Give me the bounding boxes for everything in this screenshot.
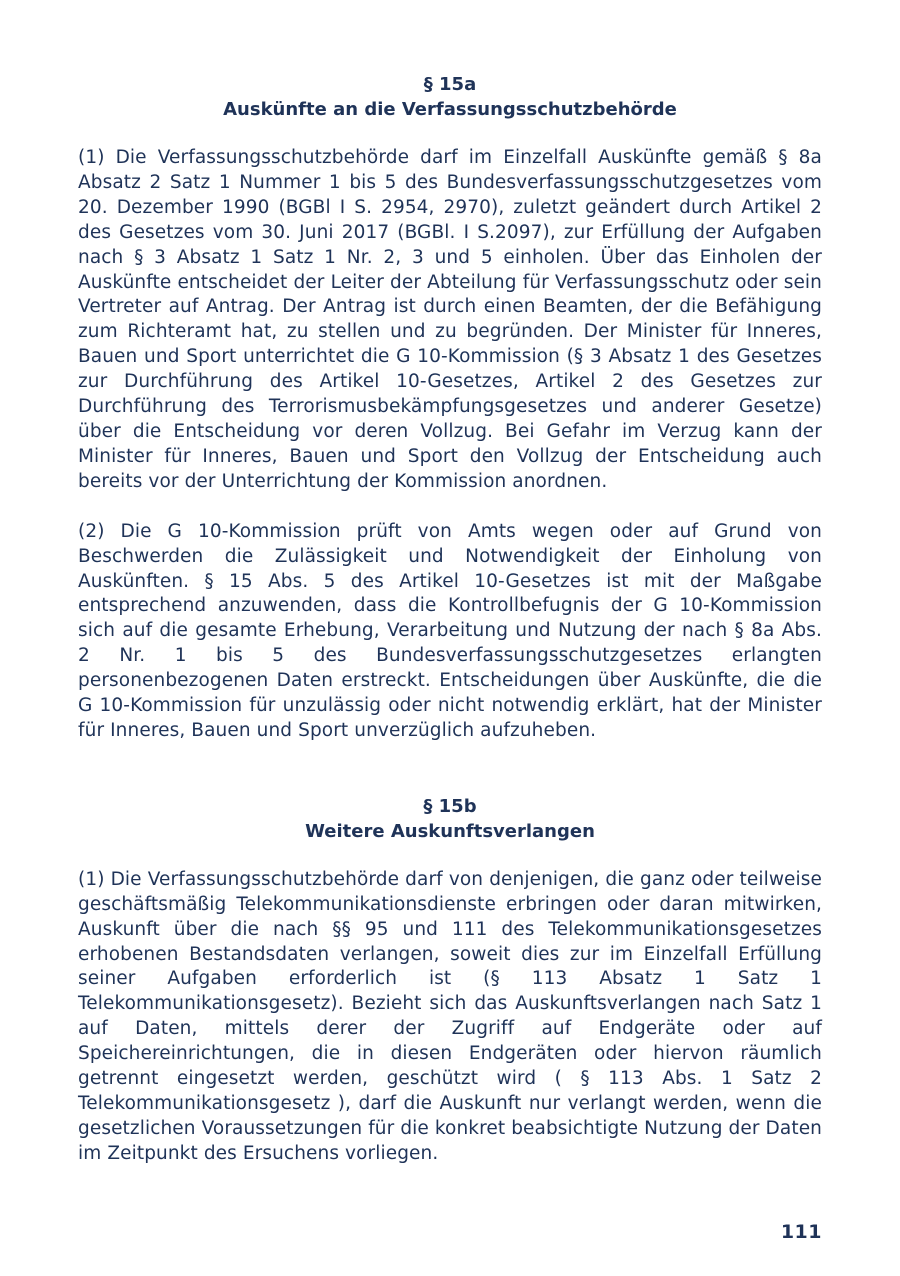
section-number: § 15b [423,795,477,817]
section-heading [78,72,822,122]
paragraph-1: (1) Die Verfassungsschutzbehörde darf im Einzelfall Auskünfte gemäß § 8a Absatz 2 Satz 1 Nummer 1 bis 5 des Bundesverfassungsschutzgesetzes vom 20. Dezember 1990 (BGBl I S. 2954, 2970), zuletzt geändert durch Artikel 2 des Gesetzes vom 30. Juni 2017 (BGBl. I S.2097), zur Erfüllung der Aufgaben nach § 3 Absatz 1 Satz 1 Nr. 2, 3 und 5 einholen. Über das Einholen der Auskünfte entscheidet der Leiter der Abteilung für Verfassungsschutz oder sein Vertreter auf Antrag. Der Antrag ist durch einen Beamten, der die Befähigung zum Richteramt hat, zu stellen und zu begründen. Der Minister für Inneres, Bauen und Sport unterrichtet die G 10-Kommission (§ 3 Absatz 1 des Gesetzes zur Durchführung des Artikel 10-Gesetzes, Artikel 2 des Gesetzes zur Durchführung des Terrorismusbekämpfungsgesetzes und anderer Gesetze) über die Entscheidung vor deren Vollzug. Bei Gefahr im Verzug kann der Minister für Inneres, Bauen und Sport den Vollzug der Entscheidung auch bereits vor der Unterrichtung der Kommission anordnen. [78,147,822,492]
paragraph-1: (1) Die Verfassungsschutzbehörde darf von denjenigen, die ganz oder teilweise geschäftsmäßig Telekommunikationsdienste erbringen oder daran mitwirken, Auskunft über die nach §§ 95 und 111 des Telekommunikationsgesetzes erhobenen Bestandsdaten verlangen, soweit dies zur im Einzelfall Erfüllung seiner Aufgaben erforderlich ist (§ 113 Absatz 1 Satz 1 Telekommunikationsgesetz). Bezieht sich das Auskunftsverlangen nach Satz 1 auf Daten, mittels derer der Zugriff auf Endgeräte oder auf Speichereinrichtungen, die in diesen Endgeräten oder hiervon räumlich getrennt eingesetzt werden, geschützt wird ( § 113 Abs. 1 Satz 2 Telekommunikationsgesetz ), darf die Auskunft nur verlangt werden, wenn die gesetzlichen Voraussetzungen für die konkret beabsichtigte Nutzung der Daten im Zeitpunkt des Ersuchens vorliegen. [78,868,822,1164]
section-title: Auskünfte an die Verfassungsschutzbehörde [223,99,677,120]
section-heading [78,794,822,844]
page-number: 111 [780,1221,822,1243]
section-15b [78,794,822,1167]
section-number: § 15a [423,74,477,95]
document-page [78,72,822,1167]
section-title: Weitere Auskunftsverlangen [305,820,595,842]
paragraph-2: (2) Die G 10-Kommission prüft von Amts wegen oder auf Grund von Beschwerden die Zulässigkeit und Notwendigkeit der Einholung von Auskünften. § 15 Abs. 5 des Artikel 10-Gesetzes ist mit der Maßgabe entsprechend anzuwenden, dass die Kontrollbefugnis der G 10-Kommission sich auf die gesamte Erhebung, Verarbeitung und Nutzung der nach § 8a Abs. 2 Nr. 1 bis 5 des Bundesverfassungsschutzgesetzes erlangten personenbezogenen Daten erstreckt. Entscheidungen über Auskünfte, die die G 10-Kommission für unzulässig oder nicht notwendig erklärt, hat der Minister für Inneres, Bauen und Sport unverzüglich aufzuheben. [78,520,822,741]
section-15a [78,72,822,744]
